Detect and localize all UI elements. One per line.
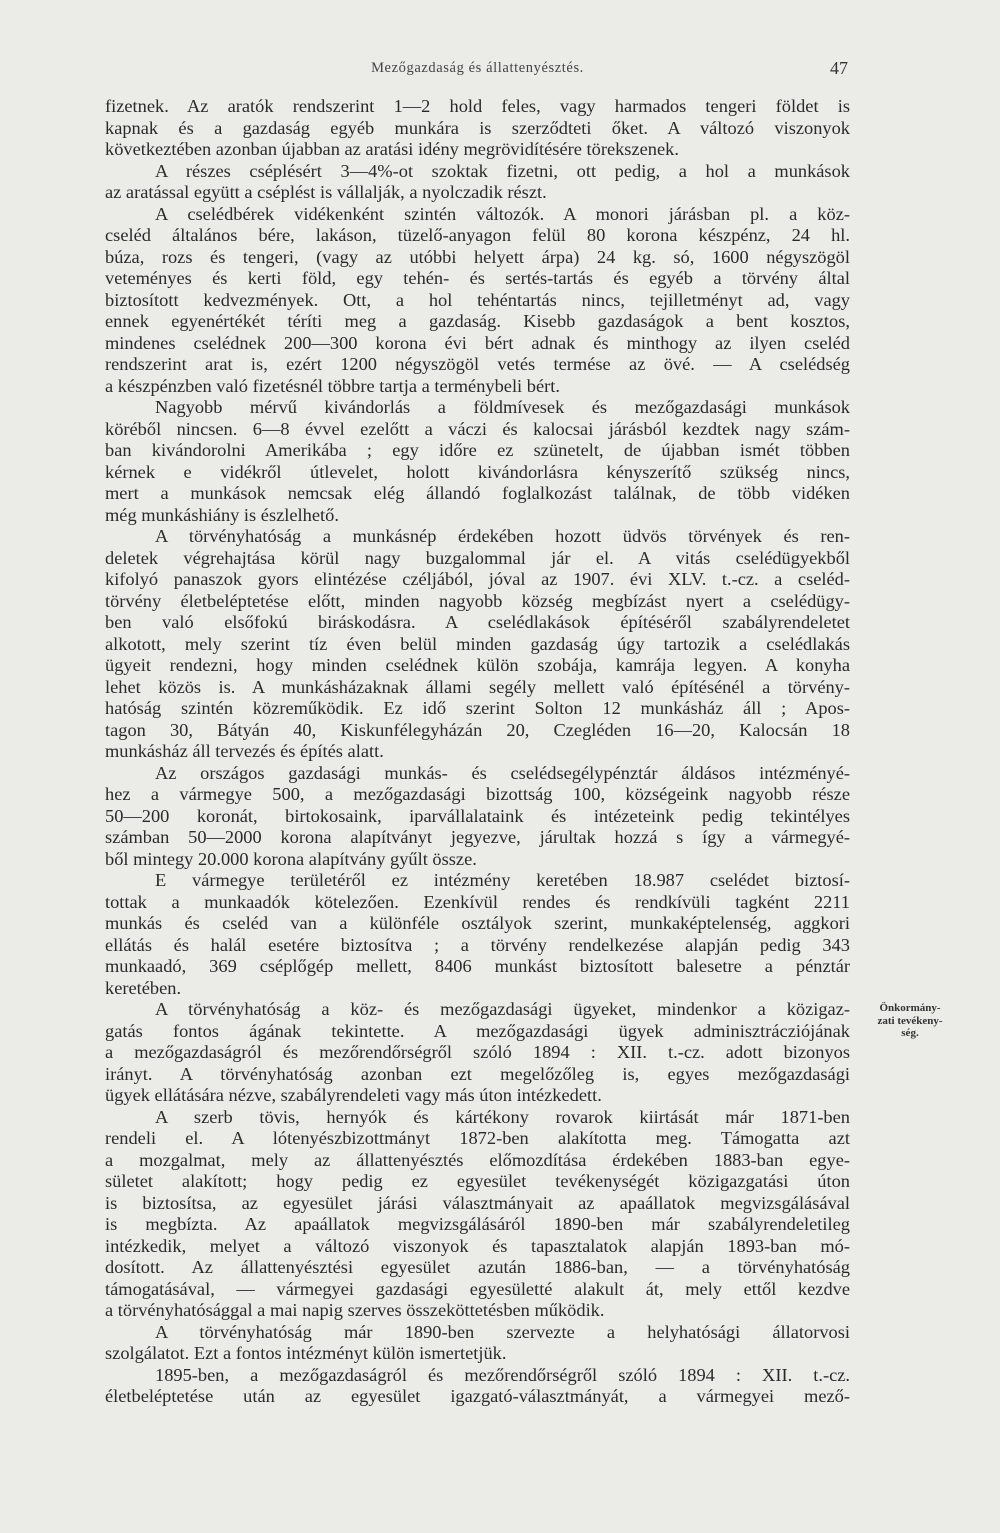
text-line: hez a vármegye 500, a mezőgazdasági bizottság 100, községeink nagyobb része xyxy=(105,784,850,804)
text-line: számban 50—2000 korona alapítványt jegyezve, járultak hozzá s így a vármegyé- xyxy=(105,827,850,847)
margin-note-line: ség. xyxy=(901,1027,919,1039)
text-line: ügyeit rendezni, hogy minden cselédnek külön szobája, kamrája legyen. A konyha xyxy=(105,655,850,675)
text-line: A cselédbérek vidékenként szintén változók. A monori járásban pl. a köz- xyxy=(155,203,850,224)
text-line: 1895-ben, a mezőgazdaságról és mezőrendőrségről szóló 1894 : XII. t.-cz. xyxy=(155,1364,850,1385)
text-line: A törvényhatóság a köz- és mezőgazdasági ügyeket, mindenkor a közigaz- xyxy=(155,999,850,1019)
text-line: munkás és cseléd van a különféle osztályok szerint, munkaképtelenség, aggkori xyxy=(105,913,850,933)
text-line: hatóság szintén közreműködik. Ez idő szerint Solton 12 munkásház áll ; Apos- xyxy=(105,698,850,718)
text-line: A törvényhatóság a munkásnép érdekében hozott üdvös törvények és ren- xyxy=(155,526,850,546)
text-line: az aratással együtt a cséplést is vállalják, a nyolczadik részt. xyxy=(105,182,547,202)
text-line: ban kivándorolni Amerikába ; egy időre ez szünetelt, de újabban ismét többen xyxy=(105,440,850,460)
text-line: ellátás és halál esetére biztosítva ; a törvény rendelkezése alapján pedig 343 xyxy=(105,934,850,955)
text-line: a mozgalmat, mely az állattenyésztés előmozdítása érdekében 1883-ban egye- xyxy=(105,1149,850,1170)
text-line: a mezőgazdaságról és mezőrendőrségről szóló 1894 : XII. t.-cz. adott bizonyos xyxy=(105,1042,850,1062)
text-line: ennek egyenértékét téríti meg a gazdaság. Kisebb gazdaságok a bent kosztos, xyxy=(105,311,850,331)
text-line: életbeléptetése után az egyesület igazgató-választmányát, a vármegyei mező- xyxy=(105,1386,850,1406)
text-line: fizetnek. Az aratók rendszerint 1—2 hold feles, vagy harmados tengeri földet is xyxy=(105,96,850,116)
text-line: tottak a munkaadók kötelezően. Ezenkívül rendes és rendkívüli tagként 2211 xyxy=(105,891,850,912)
text-line: intézkedik, melyet a változó viszonyok és tapasztalatok alapján 1893-ban mó- xyxy=(105,1235,850,1256)
text-line: gatás fontos ágának tekintette. A mezőgazdasági ügyek adminisztrácziójának xyxy=(105,1020,850,1041)
running-head: Mezőgazdaság és állattenyésztés. xyxy=(371,60,584,76)
text-line: tagon 30, Bátyán 40, Kiskunfélegyházán 20, Czegléden 16—20, Kalocsán 18 xyxy=(105,719,850,740)
text-line: lehet közös is. A munkásházaknak állami segély mellett való építésénél a törvény- xyxy=(105,676,850,697)
text-line: 50—200 koronát, birtokosaink, iparvállalataink és intézeteink pedig tekintélyes xyxy=(105,805,850,826)
text-line: a készpénzben való fizetésnél többre tartja a terménybeli bért. xyxy=(105,375,560,396)
text-line: Nagyobb mérvű kivándorlás a földmívesek és mezőgazdasági munkások xyxy=(155,397,850,417)
text-line: deletek végrehajtása körül nagy buzgalommal jár el. A vitás cselédügyekből xyxy=(105,547,850,568)
text-line: is biztosítsa, az egyesület járási választmányait az apaállatok megvizsgálásával xyxy=(105,1192,850,1213)
text-line: kifolyó panaszok gyors elintézése czéljából, jóval az 1907. évi XLV. t.-cz. a cseléd- xyxy=(105,569,850,589)
text-line: kérnek e vidékről útlevelet, holott kivándorlásra kényszerítő szükség nincs, xyxy=(105,461,850,482)
body-text xyxy=(105,96,850,1408)
text-line: szolgálatot. Ezt a fontos intézményt külön ismertetjük. xyxy=(105,1343,507,1363)
text-line: következtében azonban újabban az aratási idény megrövidítésére törekszenek. xyxy=(105,139,679,159)
text-line: rendszerint arat is, ezért 1200 négyszögöl vetés termése az övé. — A cselédség xyxy=(105,354,850,374)
text-line: is megbízta. Az apaállatok megvizsgálásáról 1890-ben már szabályrendeletileg xyxy=(105,1214,850,1234)
text-line: ügyek ellátására nézve, szabályrendeleti vagy más úton intézkedett. xyxy=(105,1085,602,1105)
text-line: munkásház áll tervezés és építés alatt. xyxy=(105,741,384,761)
text-line: a törvényhatósággal a mai napig szerves összeköttetésben működik. xyxy=(105,1300,605,1320)
margin-note-line: Önkormány- xyxy=(879,1002,941,1014)
text-line: keretében. xyxy=(105,977,182,998)
text-line: rendeli el. A lótenyészbizottmányt 1872-ben alakította meg. Támogatta azt xyxy=(105,1128,850,1148)
text-line: A részes cséplésért 3—4%-ot szoktak fizetni, ott pedig, a hol a munkások xyxy=(155,160,850,181)
text-line: munkaadó, 369 cséplőgép mellett, 8406 munkást biztosított balesetre a pénztár xyxy=(105,956,850,976)
text-line: még munkáshiány is észlelhető. xyxy=(105,504,339,525)
text-line: kapnak és a gazdaság egyéb munkára is szerződteti őket. A változó viszonyok xyxy=(105,117,850,138)
text-line: búza, rozs és tengeri, (vagy az utóbbi helyett árpa) 24 kg. só, 1600 négyszögöl xyxy=(105,246,850,267)
text-line: mindenes cselédnek 200—300 korona évi bért adnak és minthogy az ilyen cseléd xyxy=(105,332,850,353)
text-line: törvény életbeléptetése előtt, minden nagyobb község megbízást nyert a cselédügy- xyxy=(105,590,850,611)
text-line: Az országos gazdasági munkás- és cselédsegélypénztár áldásos intézményé- xyxy=(155,762,850,783)
text-line: biztosított kedvezmények. Ott, a hol tehéntartás nincs, tejilletményt ad, vagy xyxy=(105,289,850,310)
text-line: E vármegye területéről ez intézmény keretében 18.987 cselédet biztosí- xyxy=(155,870,850,890)
text-line: ben való elsőfokú biráskodásra. A cselédlakások építéséről szabályrendeletet xyxy=(105,612,850,632)
text-line: veteményes és kerti föld, egy tehén- és sertés-tartás és egyéb a törvény által xyxy=(105,268,850,288)
text-line: mert a munkások nemcsak elég állandó foglalkozást találnak, de több vidéken xyxy=(105,483,850,503)
margin-note-line: zati tevékeny- xyxy=(877,1014,943,1027)
text-line: cseléd általános bére, lakáson, tüzelő-anyagon felül 80 korona készpénz, 24 hl. xyxy=(105,225,850,245)
page-header xyxy=(105,60,850,84)
text-line: köréből nincsen. 6—8 évvel ezelőtt a váczi és kalocsai járásból kezdtek nagy szám- xyxy=(105,418,850,439)
text-line: A törvényhatóság már 1890-ben szervezte a helyhatósági állatorvosi xyxy=(155,1321,850,1342)
text-line: irányt. A törvényhatóság azonban ezt megelőzőleg is, egyes mezőgazdasági xyxy=(105,1063,850,1084)
text-line: ből mintegy 20.000 korona alapítvány gyűlt össze. xyxy=(105,848,477,869)
text-line: sületet alakított; hogy pedig ez egyesület tevékenységét közigazgatási úton xyxy=(105,1171,850,1191)
text-line: A szerb tövis, hernyók és kártékony rovarok kiirtását már 1871-ben xyxy=(155,1106,850,1127)
margin-note xyxy=(855,1002,965,1040)
text-line: alkotott, mely szerint tíz éven belül minden gazdaság úgy tartozik a cselédlakás xyxy=(105,633,850,654)
text-line: dosított. Az állattenyésztési egyesület azután 1886-ban, — a törvényhatóság xyxy=(105,1257,850,1277)
text-line: támogatásával, — vármegyei gazdasági egyesületté alakult át, mely ettől kezdve xyxy=(105,1278,850,1299)
page-number: 47 xyxy=(830,58,848,78)
